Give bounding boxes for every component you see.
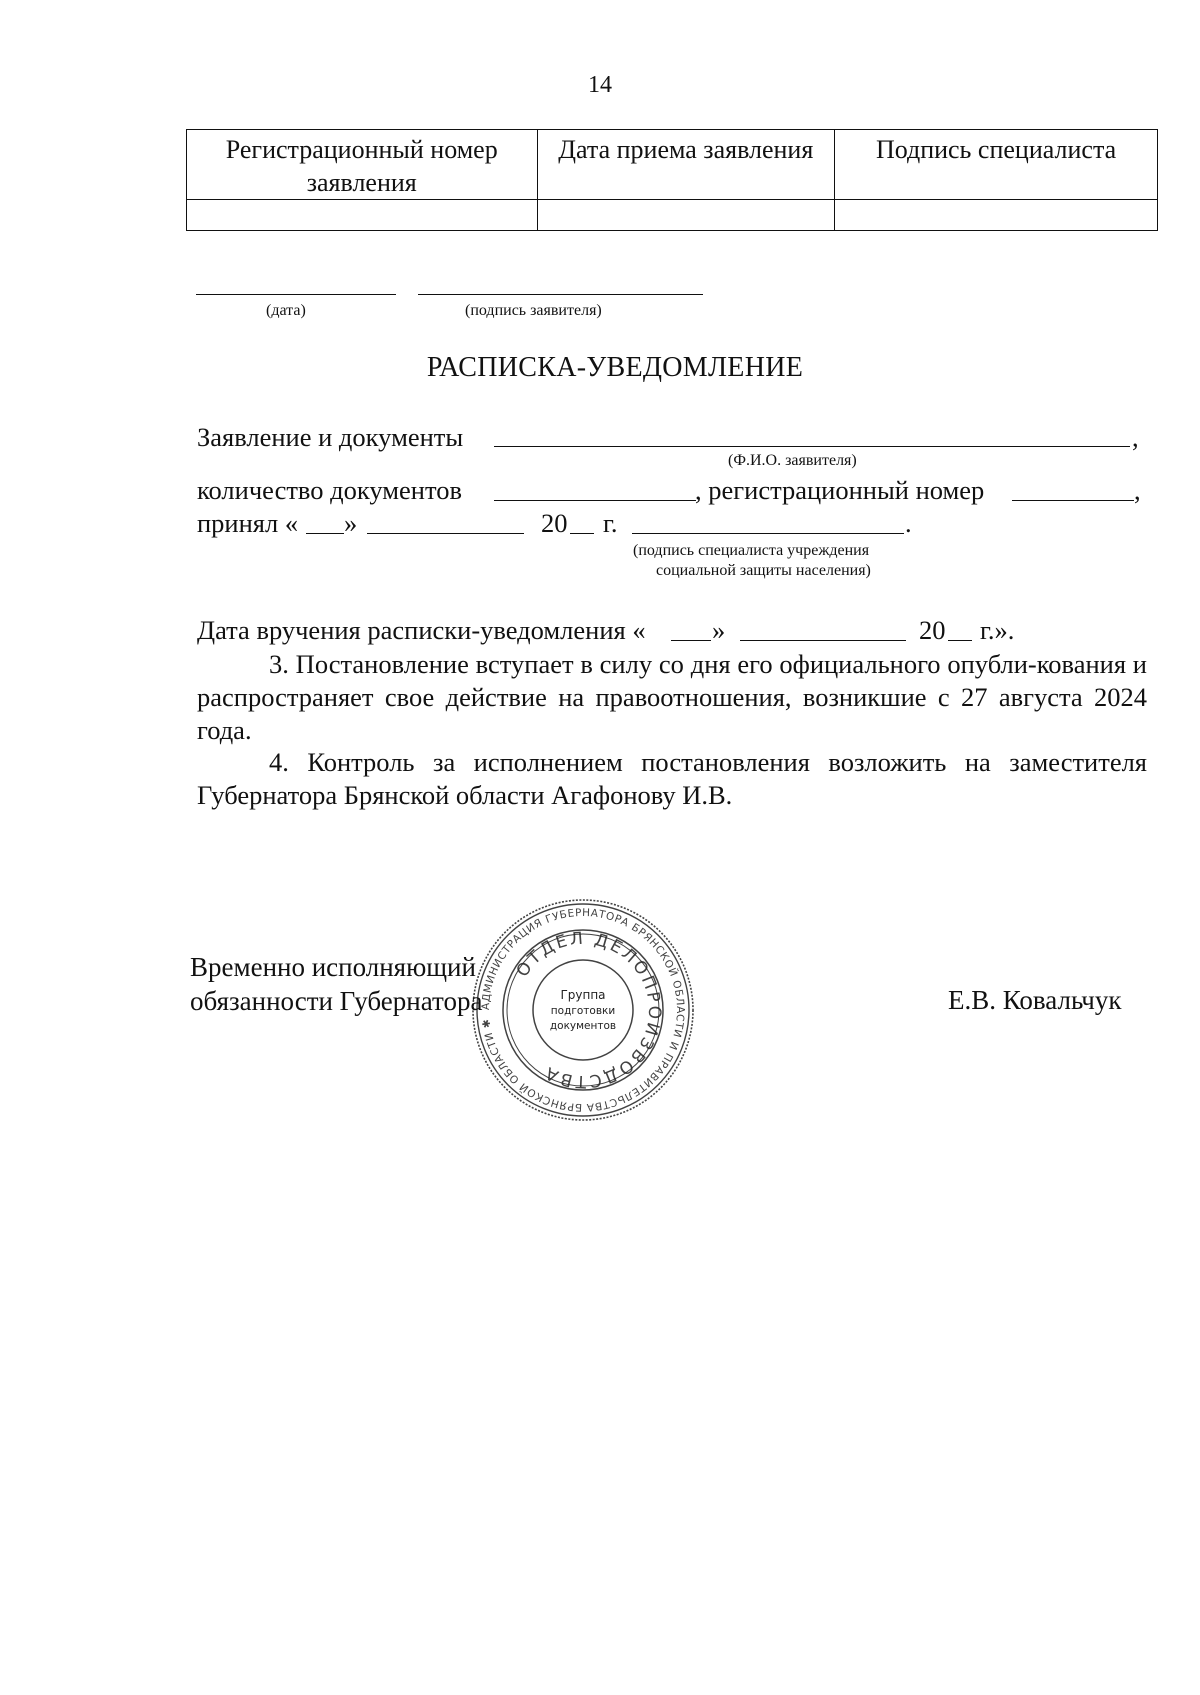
paragraph-3: 3. Постановление вступает в силу со дня его официального опубли-кования и распространяет свое действие на правоотношения, возникшие с 27 августа 2024 года.	[197, 649, 1147, 745]
delivery-end: г.».	[980, 615, 1015, 645]
delivery-month-line[interactable]	[740, 640, 906, 641]
table-header-row	[187, 130, 1158, 200]
delivery-quote-close: »	[712, 615, 726, 645]
delivery-year-line[interactable]	[948, 640, 972, 641]
count-line[interactable]	[494, 500, 696, 501]
accepted-year-suffix: г.	[603, 508, 618, 538]
table-row	[187, 200, 1158, 231]
stamp-center-line-3: документов	[549, 1020, 617, 1032]
accepted-label: принял «	[197, 508, 299, 538]
applicant-name-line[interactable]	[494, 446, 1130, 447]
accepted-quote-close: »	[344, 508, 358, 538]
cell-receipt-date[interactable]	[537, 200, 835, 231]
line3-period: .	[905, 508, 912, 538]
signatory-position	[190, 950, 482, 1018]
stamp-center-line-2: подготовки	[550, 1005, 616, 1017]
line2-comma: ,	[1134, 475, 1141, 505]
paragraph-4: 4. Контроль за исполнением постановления возложить на заместителя Губернатора Брянской области Агафонову И.В.	[197, 747, 1147, 810]
signatory-position-line-2: обязанности Губернатора	[190, 986, 483, 1016]
date-line[interactable]	[196, 294, 396, 295]
documents-label: Заявление и документы	[197, 422, 464, 452]
cell-registration-number[interactable]	[187, 200, 538, 231]
specialist-caption-1: (подпись специалиста учреждения	[633, 542, 870, 559]
delivery-label: Дата вручения расписки-уведомления «	[197, 615, 646, 645]
reg-number-label: , регистрационный номер	[695, 475, 985, 505]
applicant-signature-line[interactable]	[418, 294, 703, 295]
registration-table	[186, 129, 1158, 231]
applicant-signature-caption: (подпись заявителя)	[465, 302, 602, 319]
reg-number-line[interactable]	[1012, 500, 1134, 501]
specialist-caption-2: социальной защиты населения)	[656, 562, 871, 579]
accepted-month-line[interactable]	[367, 533, 524, 534]
accepted-year-line[interactable]	[570, 533, 594, 534]
specialist-signature-line[interactable]	[632, 533, 904, 534]
date-caption: (дата)	[266, 302, 306, 319]
signatory-position-line-1: Временно исполняющий	[190, 952, 476, 982]
round-seal-stamp	[468, 895, 698, 1125]
header-registration-number: Регистрационный номер заявления	[187, 130, 538, 200]
line1-comma: ,	[1132, 422, 1139, 452]
header-receipt-date: Дата приема заявления	[537, 130, 835, 200]
cell-specialist-signature[interactable]	[835, 200, 1158, 231]
fio-caption: (Ф.И.О. заявителя)	[728, 452, 857, 469]
accepted-year-prefix: 20	[541, 508, 568, 538]
stamp-middle-text: ОТДЕЛ ДЕЛОПРОИЗВОДСТВА	[512, 928, 665, 1092]
page-number: 14	[588, 72, 612, 98]
receipt-title: РАСПИСКА-УВЕДОМЛЕНИЕ	[426, 352, 804, 383]
stamp-center-line-1: Группа	[560, 988, 606, 1002]
delivery-day-line[interactable]	[671, 640, 711, 641]
count-label: количество документов	[197, 475, 462, 505]
delivery-year-prefix: 20	[919, 615, 946, 645]
signatory-name: Е.В. Ковальчук	[948, 985, 1122, 1015]
stamp-outer-text: АДМИНИСТРАЦИЯ ГУБЕРНАТОРА БРЯНСКОЙ ОБЛАСТИ И ПРАВИТЕЛЬСТВА БРЯНСКОЙ ОБЛАСТИ ✱	[479, 906, 687, 1114]
header-specialist-signature: Подпись специалиста	[835, 130, 1158, 200]
accepted-day-line[interactable]	[306, 533, 344, 534]
